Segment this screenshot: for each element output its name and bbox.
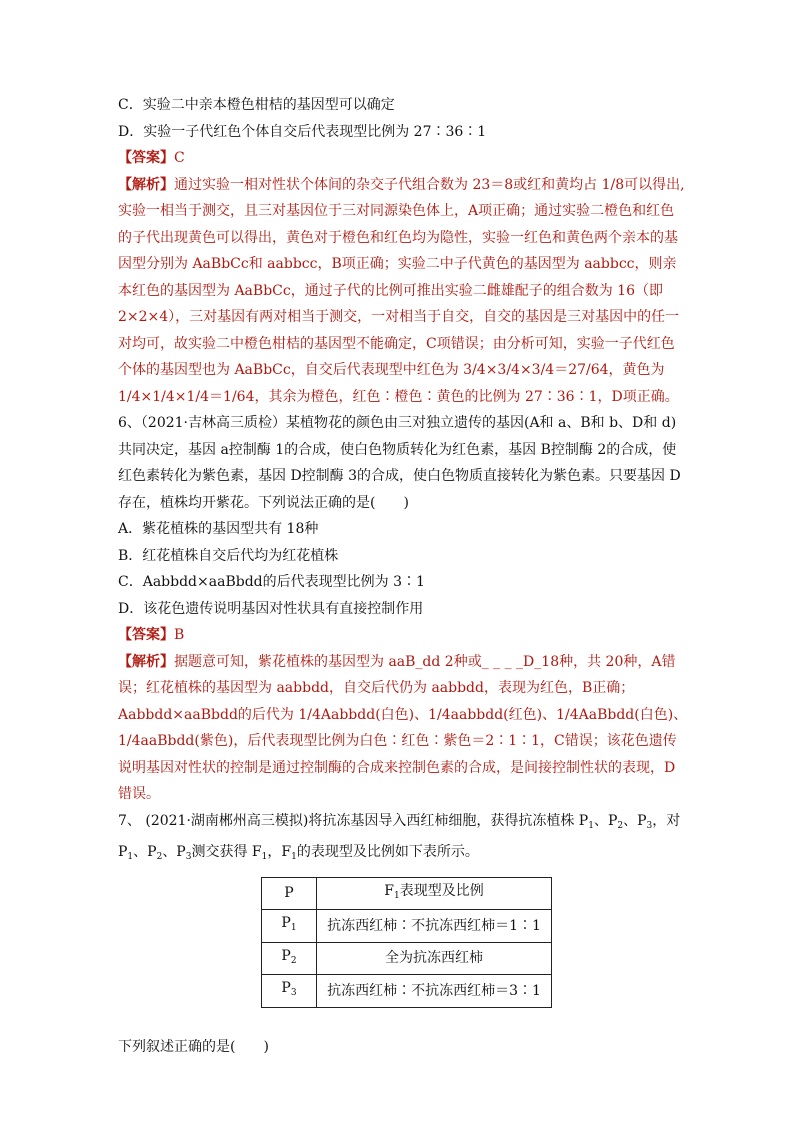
results-table-wrap	[261, 877, 688, 1008]
q7-text-d: ，F	[267, 844, 292, 860]
q7-sep: 、P	[623, 812, 647, 829]
table-header-row	[262, 877, 552, 910]
table-header-f1	[317, 877, 552, 910]
header-f: F	[384, 882, 394, 899]
question-6-stem: 6、（2021·吉林高三质检）某植物花的颜色由三对独立遗传的基因(A和 a、B和 b、D和 d)共同决定，基因 a控制酶 1的合成，使白色物质转化为红色素，基因 B控制酶 2的合成，使红色素转化为紫色素，基因 D控制酶 3的合成，使白色物质直接转化为紫色素。只要基因 D存在，植株均开紫花。下列说法正确的是( )	[118, 415, 681, 511]
answer-value: B	[174, 627, 185, 643]
table-cell-f: 抗冻西红柿∶不抗冻西红柿＝3∶1	[317, 975, 552, 1008]
cell-p: P	[281, 980, 291, 996]
q7-sub: 1	[261, 852, 268, 862]
q7-sub: 2	[156, 852, 163, 862]
q7-sep: 、P	[133, 844, 157, 860]
option-b-q6: B．红花植株自交后代均为红花植株	[118, 547, 339, 564]
cell-p-sub: 3	[290, 988, 297, 998]
analysis-text: 通过实验一相对性状个体间的杂交子代组合数为 23＝8或红和黄均占 1/8可以得出,实验一相当于测交，且三对基因位于三对同源染色体上，A项正确；通过实验二橙色和红色的子代出现黄色可以得出，黄色对于橙色和红色均为隐性，实验一红色和黄色两个亲本的基因型分别为 AaBbCc和 aabbcc，B项正确；实验二中子代黄色的基因型为 aabbcc，则亲本红色的基因型为 AaBbCc，通过子代的比例可推出实验二雌雄配子的组合数为 16（即 2×2×4），三对基因有两对相当于测交，一对相当于自交，自交的基因是三对基因中的任一对均可，故实验二中橙色柑桔的基因型不能确定，C项错误；由分析可知，实验一子代红色个体的基因型也为 AaBbCc，自交后代表现型中红色为 3/4×3/4×3/4＝27/64，黄色为 1/4×1/4×1/4＝1/64，其余为橙色，红色∶橙色∶黄色的比例为 27∶36∶1，D项正确。	[118, 176, 685, 405]
table-header-p: P	[262, 877, 317, 910]
header-f-sub: 1	[393, 890, 400, 901]
option-d-q5: D．实验一子代红色个体自交后代表现型比例为 27∶36∶1	[118, 123, 487, 140]
option-c-q5: C．实验二中亲本橙色柑桔的基因型可以确定	[118, 97, 395, 113]
analysis-q5	[118, 172, 688, 411]
q7-sub: 2	[617, 820, 624, 831]
cell-p: P	[281, 947, 291, 964]
question-7-tail: 下列叙述正确的是( )	[118, 1038, 269, 1055]
cell-p-sub: 1	[290, 923, 297, 933]
page-content	[118, 92, 688, 1060]
table-cell-p	[262, 910, 317, 943]
option-c-q6: C．Aabbdd×aaBbdd的后代表现型比例为 3∶1	[118, 574, 425, 590]
analysis-label: 【解析】	[118, 176, 174, 193]
header-f-text: 表现型及比例	[399, 882, 484, 899]
answer-q5	[118, 145, 688, 172]
answer-label: 【答案】	[118, 150, 174, 166]
table-cell-f: 全为抗冻西红柿	[317, 942, 552, 975]
option-d-q6: D．该花色遗传说明基因对性状具有直接控制作用	[118, 600, 424, 617]
cell-p: P	[281, 915, 291, 931]
answer-q6	[118, 622, 688, 649]
table-row	[262, 975, 552, 1008]
table-row	[262, 910, 552, 943]
q7-sub: 3	[185, 852, 192, 862]
option-a-q6: A．紫花植株的基因型共有 18种	[118, 521, 319, 537]
table-cell-f: 抗冻西红柿∶不抗冻西红柿＝1∶1	[317, 910, 552, 943]
q7-sub: 1	[291, 852, 297, 862]
cell-p-sub: 2	[290, 955, 297, 966]
q7-sub: 3	[646, 820, 653, 831]
q7-sep: 、P	[162, 844, 186, 860]
question-7-stem	[118, 808, 688, 871]
answer-label: 【答案】	[118, 627, 174, 643]
analysis-text: 据题意可知，紫花植株的基因型为 aaB_dd 2种或_ _ _ _D_18种，共 20种，A错误；红花植株的基因型为 aabbdd，自交后代仍为 aabbdd，表现为红色，B正确；Aabbdd×aaBbdd的后代为 1/4Aabbdd(白色)、1/4aabbdd(红色)、1/4AaBbdd(白色)、1/4aaBbdd(紫色)，后代表现型比例为白色∶红色∶紫色＝2∶1∶1，C错误；该花色遗传说明基因对性状的控制是通过控制酶的合成来控制色素的合成，是间接控制性状的表现，D错误。	[118, 653, 688, 802]
q7-text-a: 7、 (2021·湖南郴州高三模拟)将抗冻基因导入西红柿细胞，获得抗冻植株 P	[118, 812, 589, 829]
analysis-label: 【解析】	[118, 653, 174, 670]
table-row	[262, 942, 552, 975]
table-cell-p	[262, 975, 317, 1008]
q7-text-e: 的表现型及比例如下表所示。	[296, 844, 479, 860]
table-cell-p	[262, 942, 317, 975]
analysis-q6	[118, 649, 688, 808]
q7-sub: 1	[127, 852, 134, 862]
q7-sep: 、P	[593, 812, 618, 829]
q7-text-c: 测交获得 F	[191, 844, 262, 860]
q7-text-b: ，对 P	[118, 812, 681, 860]
results-table	[261, 877, 552, 1008]
answer-value: C	[174, 150, 185, 166]
q7-sub: 1	[588, 820, 594, 831]
